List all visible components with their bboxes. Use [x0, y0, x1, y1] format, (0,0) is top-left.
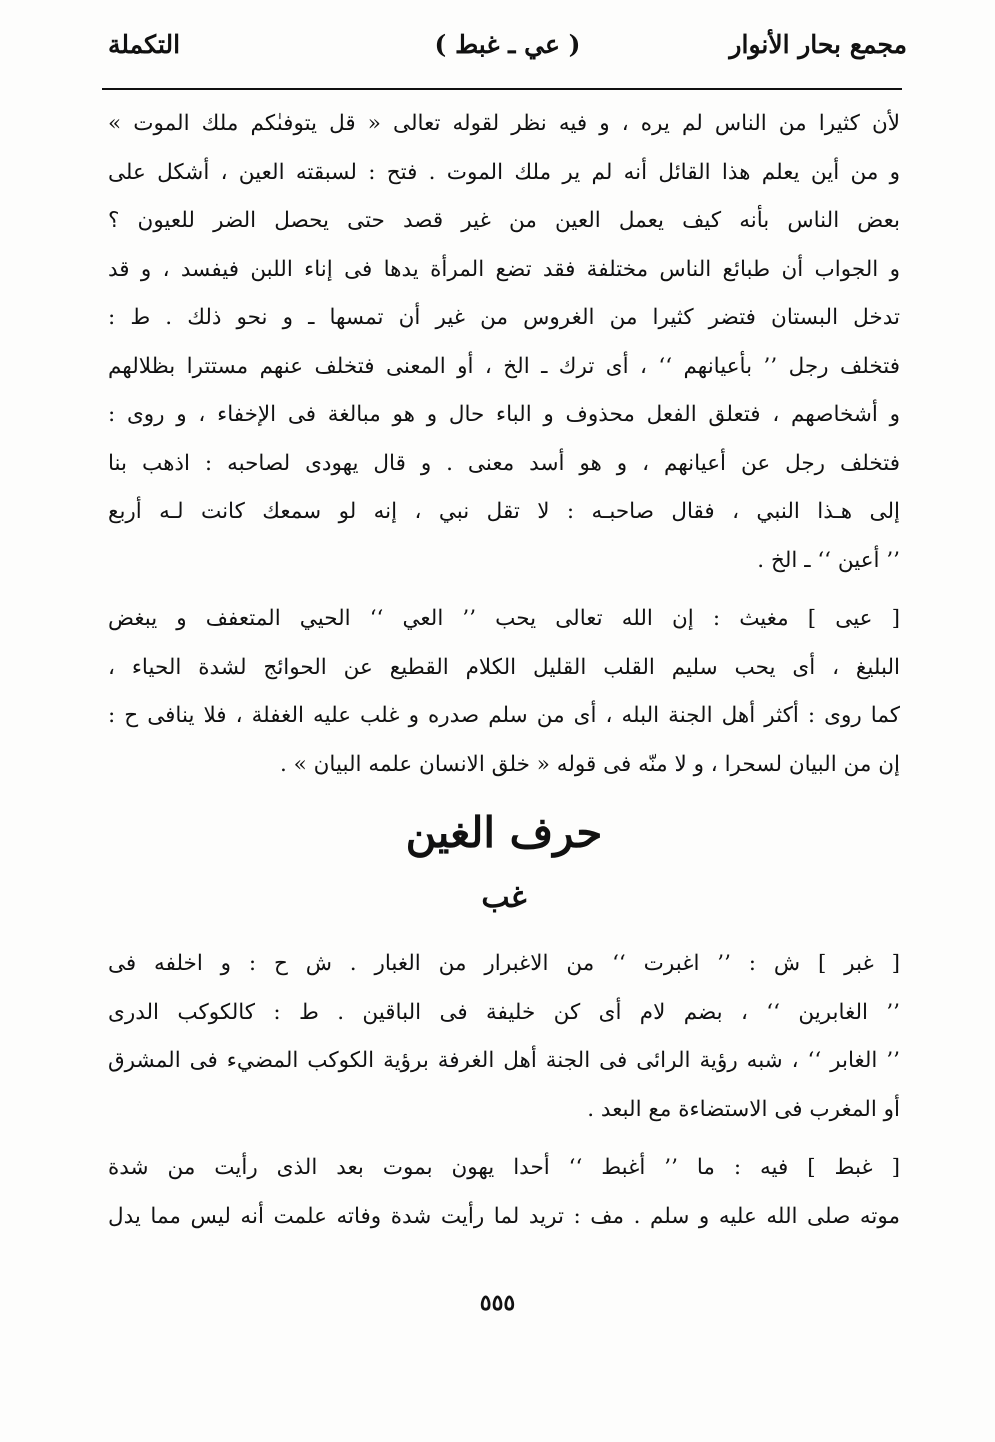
- paragraph-ghabat-entry: [108, 1144, 900, 1241]
- text-line: [ عيى ] مغيث : إن الله تعالى يحب ’’ العي ‘‘ الحيي المتعفف و يبغض: [108, 606, 900, 631]
- text-line: بعض الناس بأنه كيف يعمل العين من غير قصد حتى يحصل الضر للعيون ؟: [108, 208, 900, 233]
- text-line: تدخل البستان فتضر كثيرا من الغروس من غير أن تمسها ـ و نحو ذلك . ط :: [108, 305, 900, 330]
- text-line: كما روى : أكثر أهل الجنة البله ، أى من سلم صدره و غلب عليه الغفلة ، فلا ينافى ح :: [108, 703, 900, 728]
- header-rule: [102, 88, 902, 90]
- header-volume-label: التكملة: [108, 30, 181, 59]
- text-line: إن من البيان لسحرا ، و لا منّه فى قوله « خلق الانسان علمه البيان » .: [279, 751, 900, 777]
- text-line: لأن كثيرا من الناس لم يره ، و فيه نظر لقوله تعالى « قل يتوفىٰكم ملك الموت »: [108, 111, 900, 136]
- text-line: و أشخاصهم ، فتعلق الفعل محذوف و الباء حال و هو مبالغة فى الإخفاء ، و روى :: [108, 402, 900, 427]
- text-line: فتخلف رجل ’’ بأعيانهم ‘‘ ، أى ترك ـ الخ ، أو المعنى فتخلف عنهم مستترا بظلالهم: [108, 353, 900, 379]
- text-line: فتخلف رجل عن أعيانهم ، و هو أسد معنى . و قال يهودى لصاحبه : اذهب بنا: [108, 450, 900, 476]
- header-book-title: مجمع بحار الأنوار: [729, 30, 907, 59]
- text-line: ’’ الغابر ‘‘ ، شبه رؤية الرائى فى الجنة أهل الغرفة برؤية الكوكب المضيء فى المشرق: [108, 1048, 900, 1073]
- text-line: إلى هـذا النبي ، فقال صاحبـه : لا تقل نبي ، إنه لو سمعك كانت لـه أربع: [108, 499, 900, 524]
- text-line: و الجواب أن طبائع الناس مختلفة فقد تضع المرأة يدها فى إناء اللبن فيفسد ، و قد: [108, 256, 900, 282]
- subsection-heading: غب: [481, 880, 527, 915]
- text-line: ’’ الغابرين ‘‘ ، بضم لام أى كن خليفة فى الباقين . ط : كالكوكب الدرى: [108, 999, 900, 1025]
- paragraph-ayn-continuation: [108, 100, 900, 585]
- main-text: [108, 100, 900, 789]
- text-line: موته صلى الله عليه و سلم . مف : تريد لما رأيت شدة وفاته علمت أنه ليس مما يدل: [108, 1203, 900, 1229]
- text-line: البليغ ، أى يحب سليم القلب القليل الكلام القطيع عن الحوائج لشدة الحياء ،: [108, 654, 900, 680]
- header-entry-range: ( عي ـ غبط ): [434, 30, 581, 59]
- section-heading: حرف الغين: [405, 808, 603, 857]
- text-line: [ غبر ] ش : ’’ اغبرت ‘‘ من الاغبرار من الغبار . ش ح : و اخلفه فى: [108, 951, 900, 976]
- paragraph-ghabar-entry: [108, 940, 900, 1134]
- text-line: [ غبط ] فيه : ما ’’ أغبط ‘‘ أحدا يهون بموت بعد الذى رأيت من شدة: [108, 1155, 900, 1180]
- main-text-continued: [108, 940, 900, 1241]
- page-number: ٥٥٥: [479, 1290, 516, 1316]
- text-line: أو المغرب فى الاستضاءة مع البعد .: [587, 1096, 900, 1122]
- text-line: و من أين يعلم هذا القائل أنه لم ير ملك الموت . فتح : لسبقته العين ، أشكل على: [108, 159, 900, 185]
- text-line: ’’ أعين ‘‘ ـ الخ .: [757, 547, 900, 573]
- running-header: [108, 30, 907, 80]
- paragraph-ayy-entry: [108, 595, 900, 789]
